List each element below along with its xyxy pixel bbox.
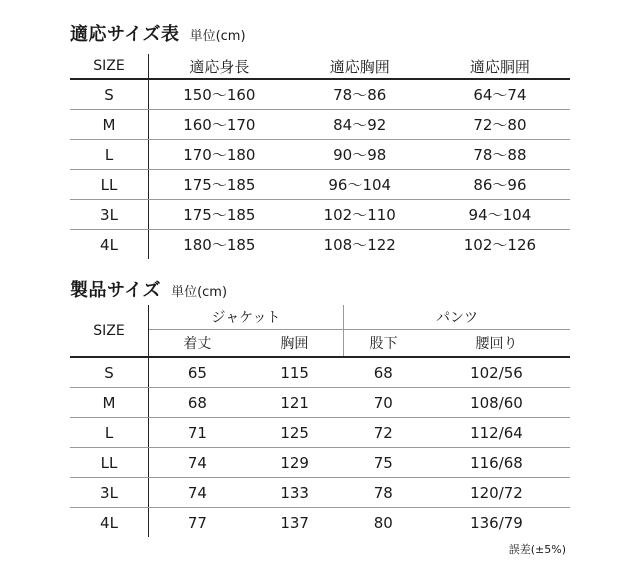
pants-waist-cell: 120/72 — [423, 478, 570, 508]
table-row — [70, 140, 570, 170]
chest-cell: 90〜98 — [290, 140, 430, 170]
jacket-chest-cell: 125 — [246, 418, 344, 448]
size-cell: 3L — [70, 200, 149, 230]
table-row — [70, 388, 570, 418]
pants-waist-cell: 116/68 — [423, 448, 570, 478]
size-cell: 4L — [70, 508, 149, 538]
chest-cell: 108〜122 — [323, 236, 396, 254]
pants-waist-cell: 136/79 — [470, 513, 523, 532]
product-size-section-title — [70, 276, 227, 302]
chest-cell: 96〜104 — [290, 170, 430, 200]
height-cell: 150〜160 — [149, 79, 290, 110]
size-column-header: SIZE — [70, 305, 149, 357]
chest-cell: 78〜86 — [290, 79, 430, 110]
table-row — [70, 200, 570, 230]
height-cell: 180〜185 — [183, 236, 256, 254]
waist-cell: 86〜96 — [430, 170, 570, 200]
height-column-header: 適応身長 — [149, 54, 290, 79]
table-row — [70, 110, 570, 140]
pants-inseam-cell: 75 — [344, 448, 423, 478]
table-row — [70, 230, 570, 260]
product-size-title: 製品サイズ — [70, 280, 162, 301]
waist-cell: 94〜104 — [430, 200, 570, 230]
size-cell: L — [70, 418, 149, 448]
pants-inseam-cell: 78 — [344, 478, 423, 508]
waist-cell: 78〜88 — [430, 140, 570, 170]
pants-group-header: パンツ — [344, 305, 570, 330]
chest-cell: 84〜92 — [290, 110, 430, 140]
size-cell: S — [70, 79, 149, 110]
waist-column-header: 適応胴囲 — [430, 54, 570, 79]
height-cell: 170〜180 — [149, 140, 290, 170]
tolerance-note: 誤差(±5%) — [508, 543, 566, 556]
jacket-length-cell: 74 — [149, 478, 246, 508]
table-row — [70, 508, 570, 538]
jacket-length-cell: 65 — [149, 357, 246, 388]
size-cell: M — [70, 110, 149, 140]
pants-inseam-cell: 70 — [344, 388, 423, 418]
pants-inseam-header: 股下 — [344, 330, 423, 358]
table-row — [70, 79, 570, 110]
size-cell: 3L — [70, 478, 149, 508]
jacket-length-cell: 68 — [149, 388, 246, 418]
chest-column-header: 適応胸囲 — [290, 54, 430, 79]
fit-size-title: 適応サイズ表 — [70, 24, 180, 45]
pants-waist-cell: 112/64 — [423, 418, 570, 448]
jacket-length-header: 着丈 — [149, 330, 246, 358]
chest-cell: 102〜110 — [290, 200, 430, 230]
jacket-length-cell: 77 — [187, 513, 207, 532]
waist-cell: 102〜126 — [463, 236, 537, 254]
pants-waist-cell: 102/56 — [423, 357, 570, 388]
size-cell: LL — [70, 448, 149, 478]
size-cell: 4L — [70, 230, 149, 260]
product-size-group-header-row — [70, 305, 570, 330]
height-cell: 175〜185 — [149, 200, 290, 230]
fit-size-section-title — [70, 20, 246, 46]
jacket-chest-header: 胸囲 — [246, 330, 344, 358]
table-row — [70, 478, 570, 508]
jacket-chest-cell: 133 — [246, 478, 344, 508]
jacket-chest-cell: 129 — [246, 448, 344, 478]
waist-cell: 64〜74 — [430, 79, 570, 110]
pants-waist-header: 腰回り — [423, 330, 570, 358]
height-cell: 160〜170 — [149, 110, 290, 140]
fit-size-table — [70, 54, 570, 259]
jacket-chest-cell: 121 — [246, 388, 344, 418]
jacket-group-header: ジャケット — [149, 305, 344, 330]
product-size-table — [70, 305, 570, 537]
jacket-chest-cell: 115 — [246, 357, 344, 388]
size-cell: S — [70, 357, 149, 388]
waist-cell: 72〜80 — [430, 110, 570, 140]
fit-size-unit: 単位(cm) — [189, 29, 246, 44]
jacket-chest-cell: 137 — [280, 513, 309, 532]
table-row — [70, 170, 570, 200]
table-row — [70, 357, 570, 388]
table-row — [70, 418, 570, 448]
size-cell: LL — [70, 170, 149, 200]
pants-inseam-cell: 72 — [344, 418, 423, 448]
pants-waist-cell: 108/60 — [423, 388, 570, 418]
pants-inseam-cell: 80 — [373, 513, 393, 532]
size-column-header: SIZE — [70, 54, 149, 79]
size-cell: M — [70, 388, 149, 418]
pants-inseam-cell: 68 — [344, 357, 423, 388]
jacket-length-cell: 71 — [149, 418, 246, 448]
height-cell: 175〜185 — [149, 170, 290, 200]
size-cell: L — [70, 140, 149, 170]
table-row — [70, 448, 570, 478]
product-size-unit: 単位(cm) — [171, 285, 228, 300]
fit-size-header-row — [70, 54, 570, 79]
jacket-length-cell: 74 — [149, 448, 246, 478]
